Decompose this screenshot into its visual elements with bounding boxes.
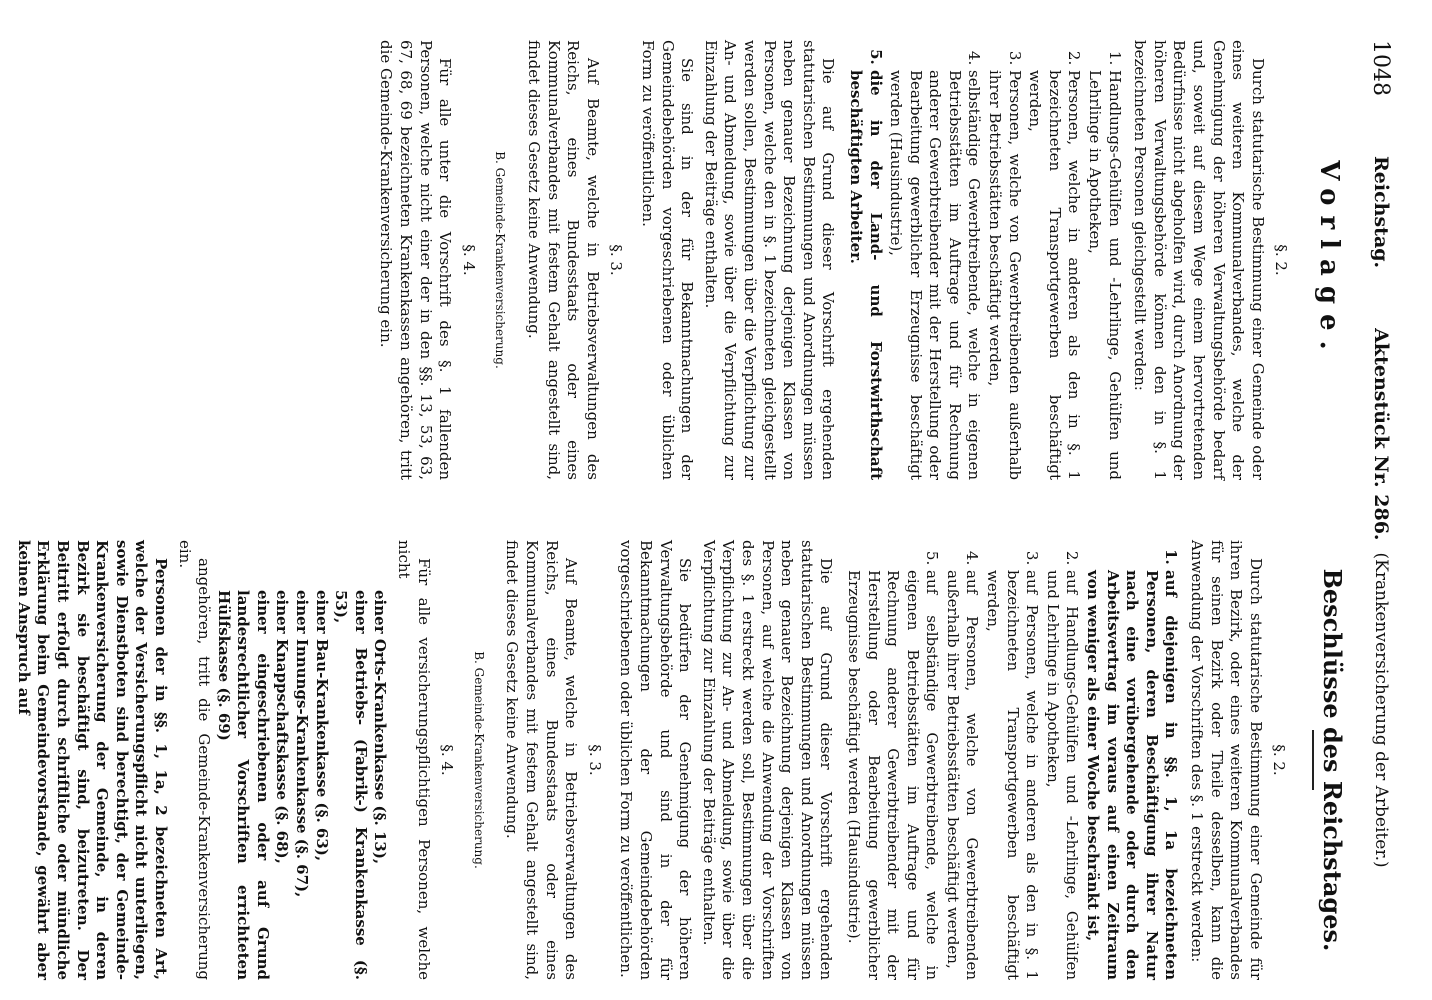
section-heading: §. 3.: [607, 244, 626, 276]
title-rule: [1312, 730, 1314, 790]
section-heading: §. 3.: [585, 744, 604, 776]
page-number: 1048: [1368, 40, 1394, 96]
section-heading: §. 4.: [438, 744, 457, 776]
paragraph: Für alle versicherungspflichtigen Personen, welche nicht: [395, 540, 433, 980]
paragraph: Auf Beamte, welche in Betriebsverwaltungen des Reichs, eines Bundesstaats oder eines Kommunalverbandes mit festem Gehalt angestellt sind, findet dieses Gesetz keine Anwendung.: [525, 40, 602, 480]
list-item: einer Orts-Krankenkasse (§. 13),: [371, 590, 390, 865]
left-column-vorlage: [372, 40, 1348, 480]
section-heading: §. 2.: [1270, 744, 1289, 776]
list-item: 4. auf Personen, welche von Gewerbtreibenden außerhalb ihrer Betriebsstätten beschäftigt werden,: [942, 570, 981, 980]
digitization-credit: [1400, 470, 1430, 1000]
list-item: einer Betriebs- (Fabrik-) Krankenkasse (§. 53),: [332, 590, 370, 980]
paragraph: angehören, tritt die Gemeinde-Krankenversicherung ein.: [175, 540, 214, 980]
subsection-heading: B. Gemeinde-Krankenversicherung.: [493, 151, 508, 369]
header-left: Reichstag.: [1370, 156, 1392, 269]
list-item: 2. auf Handlungs-Gehülfen und -Lehrlinge, Gehülfen und Lehrlinge in Apotheken,: [1042, 570, 1081, 980]
header-right: (Krankenversicherung der Arbeiter.): [1371, 552, 1391, 868]
paragraph: Auf Beamte, welche in Betriebsverwaltungen des Reichs, eines Bundesstaats oder eines Kommunalverbandes mit festem Gehalt angestellt sind, findet dieses Gesetz keine Anwendung.: [503, 540, 581, 980]
header-middle: Aktenstück Nr. 286.: [1370, 328, 1392, 541]
paragraph: Für alle unter die Vorschrift des §. 1 fallenden Personen, welche nicht einer der in den §§. 13, 53, 63, 67, 68, 69 bezeichneten Krankenkassen angehören, tritt die Gemeinde-Krankenversicherung ein.: [377, 40, 455, 480]
list-item: einer Knappschaftskasse (§. 68),: [273, 590, 292, 864]
subsection-heading: B. Gemeinde-Krankenversicherung.: [471, 651, 486, 869]
kassen-list: [213, 540, 389, 980]
list-item: 5. auf selbständige Gewerbtreibende, welche in eigenen Betriebsstätten im Auftrage und für Rechnung anderer Gewerbtreibender mit der Herstellung oder Bearbeitung gewerblicher Erzeugnisse beschäftigt werden (Hausindustrie).: [843, 570, 941, 980]
paragraph: Die auf Grund dieser Vorschrift ergehenden statutarischen Bestimmungen und Anordnungen müssen neben genauer Bezeichnung derjenigen Klassen von Personen, auf welche die Anwendung der Vorschriften des §. 1 erstreckt werden soll, Bestimmungen über die Verpflichtung zur An- und Abmeldung, sowie über die Verpflichtung zur Einzahlung der Beiträge enthalten.: [699, 540, 836, 980]
right-column-beschluesse: [9, 540, 1348, 980]
list-item: 1. Handlungs-Gehülfen und -Lehrlinge, Gehülfen und Lehrlinge in Apotheken,: [1084, 70, 1123, 480]
paragraph: Sie bedürfen der Genehmigung der höheren Verwaltungsbehörde und sind in der für Bekanntmachungen der Gemeindebehörden vorgeschriebenen oder üblichen Form zu veröffentlichen.: [617, 540, 695, 980]
list-item: 1. auf diejenigen in §§. 1, 1a bezeichneten Personen, deren Beschäftigung ihrer Natur nach eine vorübergehende oder durch den Arbeitsvertrag im voraus auf einen Zeitraum von weniger als einer Woche beschränkt ist,: [1082, 570, 1180, 980]
list-item: 4. selbständige Gewerbtreibende, welche in eigenen Betriebsstätten im Auftrage und für Rechnung anderer Gewerbtreibender mit der Herstellung oder Bearbeitung gewerblicher Erzeugnisse beschäftigt werden (Hausindustrie),: [886, 70, 984, 480]
paragraph: Durch statutarische Bestimmung einer Gemeinde oder eines weiteren Kommunalverbandes, welche der Genehmigung der höheren Verwaltungsbehörde bedarf und, soweit auf diesem Wege einem hervortretenden Bedürfnisse nicht abgeholfen wird, durch Anordnung der höheren Verwaltungsbehörde können den in §. 1 bezeichneten Personen gleichgestellt werden:: [1131, 40, 1267, 480]
paragraph: Sie sind in der für Bekanntmachungen der Gemeindebehörden vorgeschriebenen oder üblichen Form zu veröffentlichen.: [639, 40, 697, 480]
list-item: 5. die in der Land- und Forstwirthschaft beschäftigten Arbeiter.: [845, 70, 884, 480]
numbered-list: [845, 40, 1123, 480]
column-title-left: Vorlage.: [1314, 160, 1344, 360]
section-heading: §. 4.: [459, 244, 478, 276]
column-title-right: Beschlüsse des Reichstages.: [1318, 568, 1347, 952]
paragraph: Durch statutarische Bestimmung einer Gemeinde für ihren Bezirk, oder eines weiteren Kommunalverbandes für seinen Bezirk oder Theile desselben, kann die Anwendung der Vorschriften des §. 1 erstreckt werden:: [1188, 540, 1265, 980]
list-item: einer Bau-Krankenkasse (§. 63),: [312, 590, 331, 862]
list-item: einer Innungs-Krankenkasse (§. 67),: [293, 590, 312, 898]
numbered-list: [843, 540, 1180, 980]
list-item: einer eingeschriebenen oder auf Grund landesrechtlicher Vorschriften errichteten Hülfskasse (§. 69): [214, 590, 272, 980]
paragraph: Personen der in §§. 1, 1a, 2 bezeichneten Art, welche der Versicherungspflicht nicht unterliegen, sowie Dienstboten sind berechtigt, der Gemeinde-Krankenversicherung der Gemeinde, in deren Bezirk sie beschäftigt sind, beizutreten. Der Beitritt erfolgt durch schriftliche oder mündliche Erklärung beim Gemeindevorstande, gewährt aber keinen Anspruch auf: [14, 540, 170, 980]
section-heading: §. 2.: [1272, 244, 1291, 276]
list-item: 3. Personen, welche von Gewerbtreibenden außerhalb ihrer Betriebsstätten beschäftigt werden,: [985, 70, 1024, 480]
paragraph: Die auf Grund dieser Vorschrift ergehenden statutarischen Bestimmungen und Anordnungen müssen neben genauer Bezeichnung derjenigen Klassen von Personen, welche den in §. 1 bezeichneten gleichgestellt werden sollen, Bestimmungen über die Verpflichtung zur An- und Abmeldung, sowie über die Verpflichtung zur Einzahlung der Beiträge enthalten.: [701, 40, 838, 480]
list-item: 3. auf Personen, welche in anderen als den in §. 1 bezeichneten Transportgewerben beschäftigt werden,: [983, 570, 1042, 980]
page-header: [1366, 40, 1396, 960]
list-item: 2. Personen, welche in anderen als den in §. 1 bezeichneten Transportgewerben beschäftigt werden,: [1025, 70, 1084, 480]
